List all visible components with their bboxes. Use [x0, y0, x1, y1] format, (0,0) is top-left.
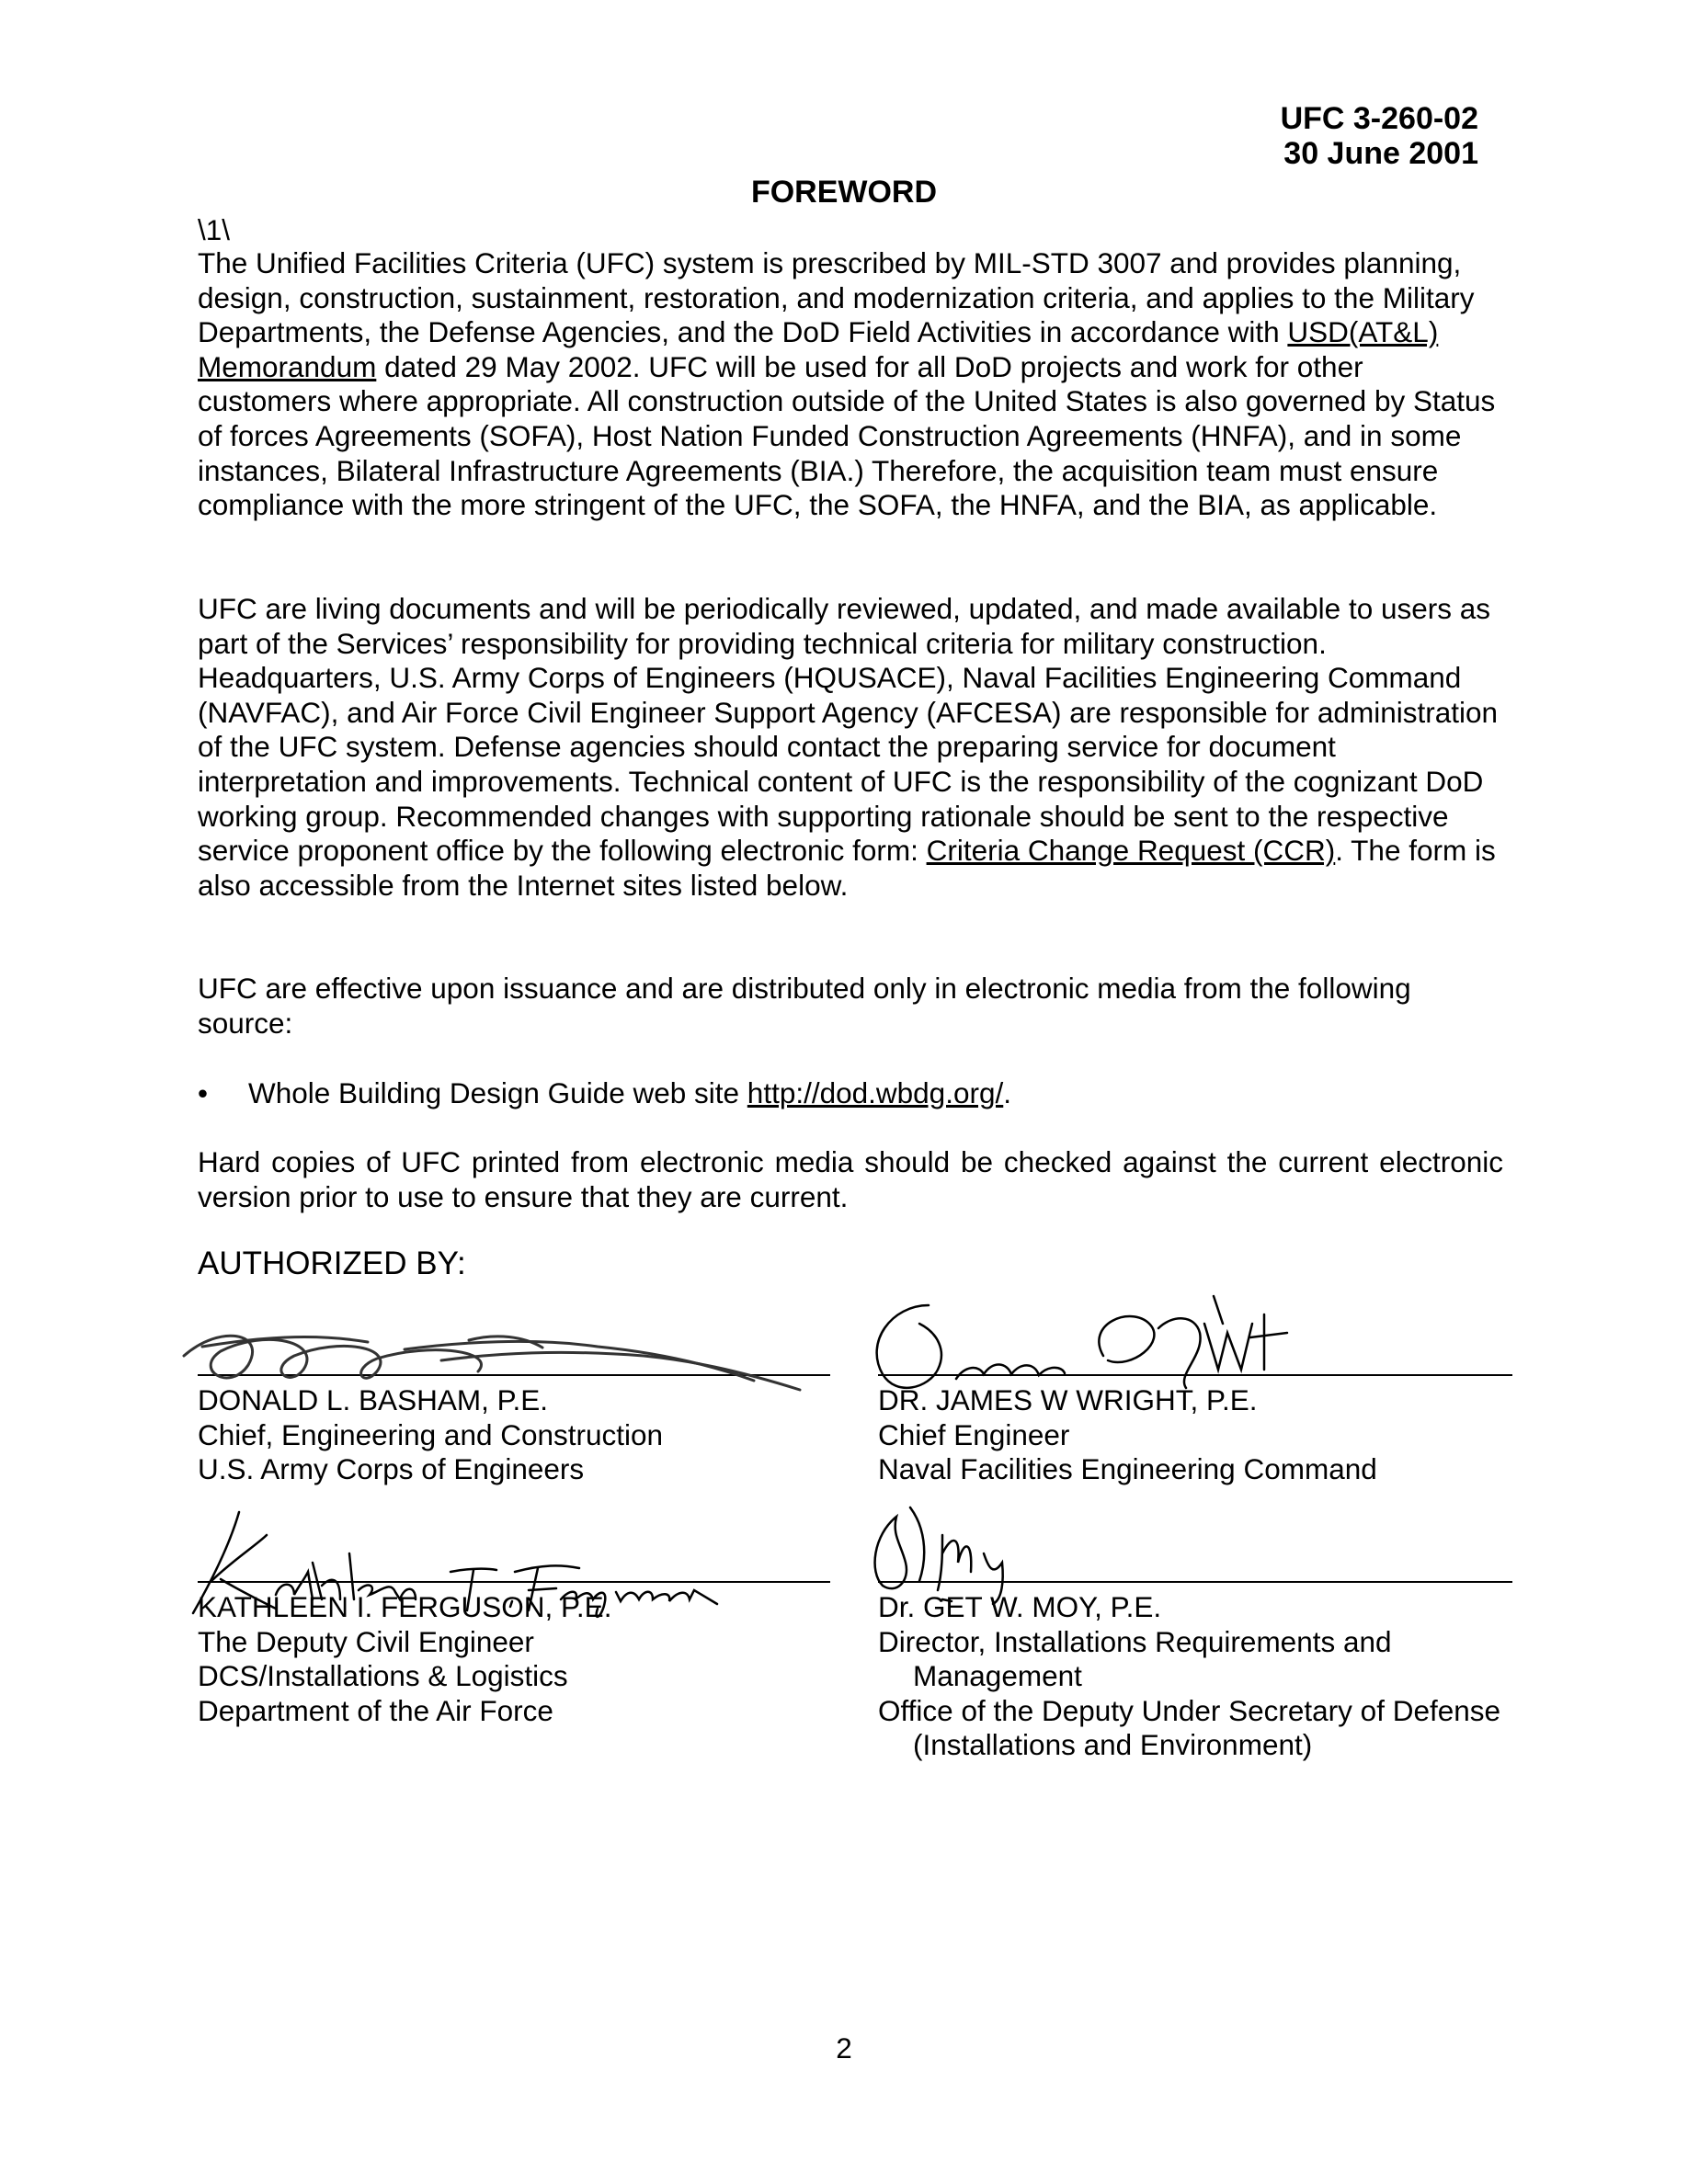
signatory-title-cont: Management: [913, 1659, 1082, 1692]
paragraph-text: The Unified Facilities Criteria (UFC) system is prescribed by MIL-STD 3007 and provides planning, design, construction, sustainment, restoration, and modernization criteria, and applies to the Military Departments, the Defense Agencies, and the DoD Field Activities in accordance with: [198, 246, 1475, 349]
document-id: UFC 3-260-02: [1280, 101, 1478, 136]
signatory-moy: [878, 1590, 1500, 1763]
paragraph-living-documents: [198, 592, 1503, 903]
memorandum-link[interactable]: USD(AT&L) Memorandum: [198, 315, 1439, 383]
signatory-office: DCS/Installations & Logistics: [198, 1659, 568, 1692]
signatory-name: DONALD L. BASHAM, P.E.: [198, 1383, 549, 1416]
bullet-text: Whole Building Design Guide web site: [248, 1076, 747, 1109]
ccr-link[interactable]: Criteria Change Request (CCR): [926, 834, 1336, 868]
signatory-org-cont: (Installations and Environment): [913, 1728, 1313, 1761]
paragraph-text: . The form is also accessible from the Internet sites listed below.: [198, 834, 1496, 902]
signature-ferguson: [175, 1507, 763, 1627]
document-date: 30 June 2001: [1283, 136, 1478, 171]
signature-moy: [855, 1498, 1131, 1609]
change-marker: \1\: [198, 213, 231, 246]
signatory-name: Dr. GET W. MOY, P.E.: [878, 1590, 1162, 1623]
paragraph-text: UFC are living documents and will be periodically reviewed, updated, and made available to users as part of the Services’ responsibility for providing technical criteria for military construction. Headquarters, U.S. Army Corps of Engineers (HQUSACE), Naval Facilities Engineering Command (NAVFAC), and Air Force Civil Engineer Support Agency (AFCESA) are responsible for administration of the UFC system. Defense agencies should contact the preparing service for document interpretation and improvements. Technical content of UFC is the responsibility of the cognizant DoD working group. Recommended changes with supporting rationale should be sent to the respective service proponent office by the following electronic form:: [198, 592, 1499, 868]
signature-basham: [165, 1305, 827, 1406]
wbdg-link[interactable]: http://dod.wbdg.org/: [747, 1076, 1004, 1109]
signatory-org: U.S. Army Corps of Engineers: [198, 1452, 585, 1485]
signatory-org: Department of the Air Force: [198, 1693, 553, 1727]
signatory-title: Director, Installations Requirements and: [878, 1624, 1392, 1658]
page-title: FOREWORD: [750, 175, 938, 210]
bullet-suffix: .: [1003, 1076, 1012, 1109]
paragraph-distribution: UFC are effective upon issuance and are distributed only in electronic media from the following source:: [198, 972, 1411, 1040]
signatory-org: Naval Facilities Engineering Command: [878, 1452, 1377, 1485]
paragraph-hard-copies: Hard copies of UFC printed from electronic media should be checked against the current electronic version prior to use to ensure that they are current.: [198, 1145, 1503, 1213]
paragraph-text: dated 29 May 2002. UFC will be used for all DoD projects and work for other customers where appropriate. All construction outside of the United States is also governed by Status of forces Agreements (SOFA), Host Nation Funded Construction Agreements (HNFA), and in some instances, Bilateral Infrastructure Agreements (BIA.) Therefore, the acquisition team must ensure compliance with the more stringent of the UFC, the SOFA, the HNFA, and the BIA, as applicable.: [198, 349, 1496, 522]
page-number: 2: [836, 2031, 852, 2065]
signatory-name: DR. JAMES W WRIGHT, P.E.: [878, 1383, 1258, 1416]
signatory-title: Chief Engineer: [878, 1417, 1070, 1451]
signatory-title: The Deputy Civil Engineer: [198, 1624, 534, 1658]
paragraph-ufc-system: [198, 246, 1503, 523]
signatory-org: Office of the Deputy Under Secretary of Defense: [878, 1693, 1501, 1727]
signatory-title: Chief, Engineering and Construction: [198, 1417, 664, 1451]
signatory-name: KATHLEEN I. FERGUSON, P.E.: [198, 1590, 612, 1623]
bullet-icon: •: [198, 1076, 209, 1109]
authorized-by-label: AUTHORIZED BY:: [198, 1246, 466, 1281]
signature-wright: [855, 1287, 1315, 1406]
